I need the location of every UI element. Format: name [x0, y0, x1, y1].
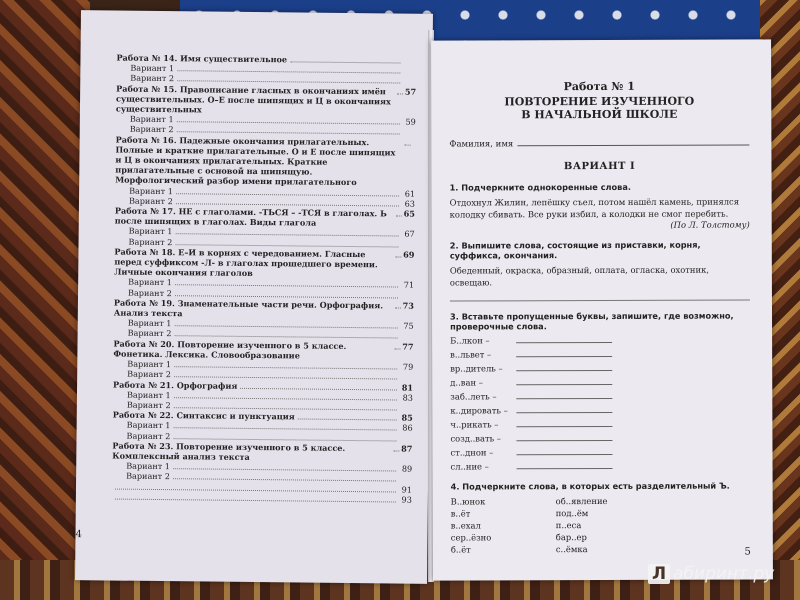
toc-page-number: 83	[402, 392, 414, 403]
toc-work-entry	[115, 134, 416, 188]
toc-page-number: 86	[402, 422, 413, 433]
toc-leader-dots	[393, 450, 399, 451]
toc-page-number: 71	[403, 280, 415, 291]
toc-work-entry	[114, 246, 414, 280]
task-4-word: бар..ер	[555, 532, 587, 543]
task-3-word: к..дировать –	[450, 405, 508, 416]
toc-page-number: 91	[401, 484, 413, 495]
table-of-contents	[112, 53, 417, 505]
answer-line	[516, 384, 612, 385]
toc-page-number: 79	[402, 361, 414, 372]
task-1-text: Отдохнул Жилин, лепёшку съел, потом нашёл камень, принялся колодку сбивать. Все руки избил, а колодки не смог перебить.	[449, 196, 740, 220]
work-heading-line2: В НАЧАЛЬНОЙ ШКОЛЕ	[521, 107, 678, 122]
toc-leader-dots	[290, 61, 400, 63]
task-3-word: в..львет –	[450, 349, 492, 360]
answer-line	[450, 287, 750, 301]
answer-line	[516, 398, 612, 399]
right-page	[431, 39, 773, 580]
toc-leader-dots	[115, 498, 396, 502]
toc-entry-text: Работа № 20. Повторение изученного в 5 классе. Фонетика. Лексика. Словообразование	[113, 338, 347, 361]
toc-entry-text: Вариант 2	[129, 124, 174, 135]
surname-label: Фамилия, имя	[449, 139, 514, 150]
task-3-word: сл..ние –	[450, 461, 489, 472]
task-3-word: вр..дитель –	[450, 363, 503, 374]
task-3-row	[450, 344, 750, 359]
task-4-word: в..ехал	[450, 520, 481, 531]
answer-line	[517, 454, 613, 455]
right-page-number: 5	[744, 546, 751, 558]
task-4-instruction: 4. Подчеркните слова, в которых есть разделительный Ъ.	[450, 480, 730, 492]
toc-page-number: 81	[401, 382, 414, 393]
toc-variant-entry	[112, 491, 412, 504]
task-3-word: Б..лкон –	[450, 335, 490, 346]
toc-leader-dots	[404, 144, 410, 145]
toc-entry-text: Работа № 17. НЕ с глаголами. -ТЬСЯ – -ТСЯ в глаголах. Ь после шипящих в глаголах. Виды глагола	[114, 205, 387, 228]
toc-leader-dots	[396, 216, 402, 217]
toc-entry-text: Работа № 14. Имя существительное	[116, 52, 288, 65]
toc-entry-text: Вариант 2	[127, 328, 172, 339]
toc-entry-text: Вариант 1	[126, 460, 171, 472]
toc-entry-text: Работа № 19. Знаменательные части речи. Орфография. Анализ текста	[113, 297, 384, 319]
toc-page-number: 69	[403, 249, 415, 260]
toc-entry-text: Вариант 1	[127, 358, 172, 370]
toc-page-number: 57	[404, 86, 417, 97]
task-4-word: сер..ёзно	[450, 532, 492, 543]
toc-entry-text: Вариант 2	[126, 470, 170, 482]
task-3-row	[450, 330, 750, 345]
answer-line	[516, 356, 612, 357]
task-4-word: под..ём	[555, 508, 589, 519]
toc-entry-text: Вариант 1	[126, 389, 171, 400]
watermark-text: абиринт.ру	[673, 564, 775, 584]
task-3-word: ч..рикать –	[450, 419, 499, 430]
toc-entry-text: Вариант 2	[130, 73, 175, 84]
task-2-instruction: 2. Выпишите слова, состоящие из приставки, корня, суффикса, окончания.	[449, 239, 701, 261]
task-3-row	[450, 442, 750, 457]
toc-page-number: 87	[401, 443, 413, 454]
toc-leader-dots	[395, 256, 401, 257]
toc-page-number: 85	[401, 412, 413, 423]
toc-entry-text: Работа № 21. Орфография	[113, 379, 238, 391]
toc-entry-text: Вариант 2	[127, 287, 172, 298]
watermark-badge: Л	[648, 564, 670, 584]
toc-page-number: 67	[404, 229, 415, 240]
toc-page-number: 61	[404, 188, 416, 199]
answer-line	[517, 468, 613, 469]
toc-entry-text: Вариант 2	[126, 430, 171, 441]
toc-page-number: 93	[401, 494, 412, 505]
answer-line	[516, 412, 612, 413]
toc-leader-dots	[240, 387, 397, 390]
task-3-instruction: 3. Вставьте пропущенные буквы, запишите, где возможно, проверочные слова.	[450, 310, 734, 332]
toc-page-number: 75	[403, 320, 414, 331]
toc-leader-dots	[394, 307, 400, 308]
task-4-word: с..ёмка	[555, 544, 588, 555]
toc-leader-dots	[298, 419, 397, 421]
surname-line	[517, 144, 749, 146]
toc-entry-text: Вариант 1	[130, 62, 175, 74]
task-4-word: в..ёт	[450, 508, 471, 519]
task-1-attribution: (По Л. Толстому)	[670, 219, 750, 230]
answer-line	[516, 440, 612, 441]
toc-entry-text: Работа № 22. Синтаксис и пунктуация	[112, 409, 295, 422]
toc-leader-dots	[394, 348, 400, 349]
task-3-row	[450, 358, 750, 373]
toc-page-number: 65	[403, 208, 415, 219]
toc-work-entry	[116, 83, 416, 117]
toc-entry-text: Работа № 18. Е–И в корнях с чередованием. Гласные перед суффиксом -Л- в глаголах прошедшего времени. Личные окончания глаголов	[114, 246, 378, 279]
toc-page-number: 59	[405, 116, 416, 127]
left-page-number: 4	[75, 529, 82, 541]
task-3-row	[450, 414, 750, 429]
toc-entry-text: Работа № 15. Правописание гласных в окончаниях имён существительных. О–Е после шипящих и Ц в окончаниях существительных	[115, 83, 391, 115]
watermark	[648, 564, 774, 584]
toc-entry-text: Вариант 1	[129, 185, 173, 196]
toc-page-number: 77	[402, 341, 414, 352]
left-page	[75, 10, 433, 584]
task-3-row	[451, 456, 751, 471]
toc-entry-text: Вариант 1	[126, 419, 171, 431]
task-3-word: д..ван –	[450, 377, 483, 388]
task-3-word: заб..леть –	[450, 391, 497, 402]
toc-page-number: 63	[404, 198, 416, 209]
task-2-text: Обеденный, окраска, образный, оплата, огласка, охотник, освещаю.	[449, 264, 710, 288]
toc-entry-text: Вариант 1	[129, 113, 174, 125]
toc-entry-text: Вариант 1	[127, 317, 172, 329]
toc-entry-text: Вариант 2	[128, 236, 173, 247]
task-3-word: ст..днон –	[450, 447, 494, 458]
task-1-instruction: 1. Подчеркните однокоренные слова.	[449, 181, 632, 193]
task-4-word: об..явление	[555, 495, 608, 507]
toc-entry-text: Вариант 2	[127, 368, 172, 380]
task-3-row	[450, 428, 750, 443]
task-4-word-grid	[450, 494, 751, 558]
answer-line	[516, 342, 612, 343]
answer-line	[516, 370, 612, 371]
task-3-word-list	[450, 330, 750, 471]
toc-entry-text: Работа № 23. Повторение изученного в 5 классе. Комплексный анализ текста	[112, 440, 346, 462]
task-4-word: В..юнок	[450, 496, 486, 507]
toc-entry-text: Вариант 1	[128, 226, 173, 237]
surname-field	[449, 138, 749, 149]
task-4-word: п..еса	[555, 520, 582, 531]
work-heading-line1: ПОВТОРЕНИЕ ИЗУЧЕННОГО	[504, 94, 695, 109]
toc-page-number: 89	[401, 463, 413, 474]
toc-leader-dots	[397, 93, 403, 94]
task-3-row	[450, 372, 750, 387]
toc-entry-text: Вариант 1	[128, 277, 172, 288]
variant-label: ВАРИАНТ I	[563, 160, 636, 173]
toc-entry-text: Работа № 16. Падежные окончания прилагательных. Полные и краткие прилагательные. О и Е после шипящих и Ц в окончаниях прилагательных. Краткие прилагательные с основой на шипящую. Морфологический разбор имени прилагательного	[115, 134, 396, 188]
toc-page-number: 73	[402, 300, 414, 311]
toc-entry-text: Вариант 2	[126, 399, 171, 411]
toc-entry-text: Вариант 2	[128, 195, 173, 206]
task-3-word: созд..вать –	[450, 433, 502, 444]
answer-line	[516, 426, 612, 427]
task-3-row	[450, 386, 750, 401]
work-title: Работа № 1	[563, 79, 635, 94]
task-4-word: б..ёт	[450, 544, 471, 555]
task-3-row	[450, 400, 750, 415]
